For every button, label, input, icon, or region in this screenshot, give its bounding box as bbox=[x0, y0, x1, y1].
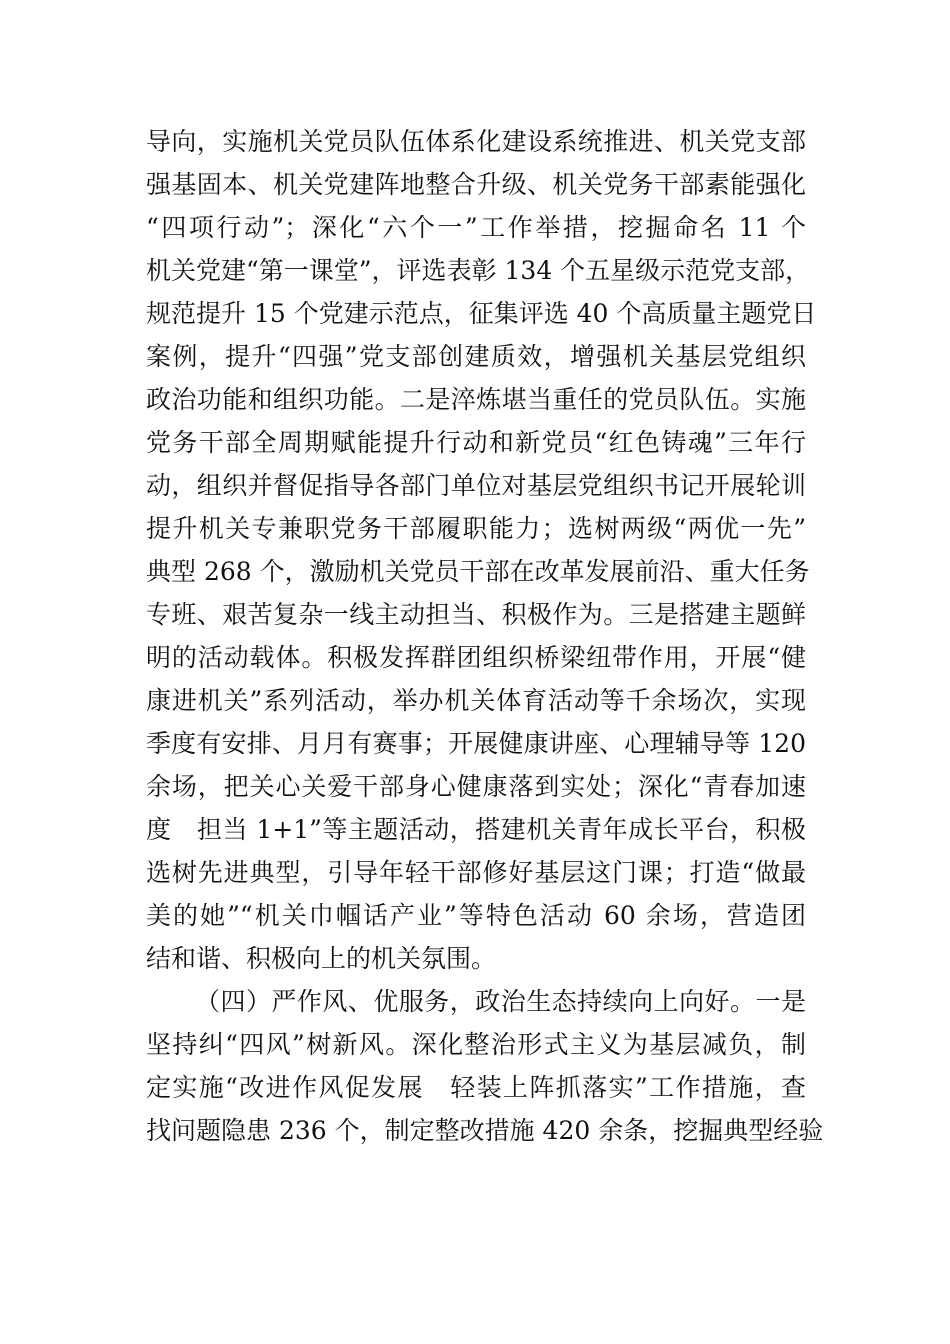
text-line: 度 担当 1+1”等主题活动，搭建机关青年成长平台，积极 bbox=[146, 815, 806, 844]
text-line: 季度有安排、月月有赛事；开展健康讲座、心理辅导等 120 bbox=[146, 729, 806, 758]
text-line: 定实施“改进作风促发展 轻装上阵抓落实”工作措施，查 bbox=[146, 1073, 806, 1102]
text-line: 强基固本、机关党建阵地整合升级、机关党务干部素能强化 bbox=[146, 170, 806, 199]
text-line: 找问题隐患 236 个，制定整改措施 420 余条，挖掘典型经验 bbox=[146, 1116, 824, 1145]
text-line: “四项行动”；深化“六个一”工作举措，挖掘命名 11 个 bbox=[146, 213, 806, 242]
text-line: 案例，提升“四强”党支部创建质效，增强机关基层党组织 bbox=[146, 342, 806, 371]
text-line: 坚持纠“四风”树新风。深化整治形式主义为基层减负，制 bbox=[146, 1030, 806, 1059]
text-line: 康进机关”系列活动，举办机关体育活动等千余场次，实现 bbox=[146, 686, 806, 715]
text-line: 专班、艰苦复杂一线主动担当、积极作为。三是搭建主题鲜 bbox=[146, 600, 806, 629]
text-line: 党务干部全周期赋能提升行动和新党员“红色铸魂”三年行 bbox=[146, 428, 806, 457]
text-line: 机关党建“第一课堂”，评选表彰 134 个五星级示范党支部， bbox=[146, 256, 811, 285]
text-line: 规范提升 15 个党建示范点，征集评选 40 个高质量主题党日 bbox=[146, 299, 817, 328]
text-line: 提升机关专兼职党务干部履职能力；选树两级“两优一先” bbox=[146, 514, 806, 543]
text-line: 美的她”“机关巾帼话产业”等特色活动 60 余场，营造团 bbox=[146, 901, 806, 930]
text-line: 导向，实施机关党员队伍体系化建设系统推进、机关党支部 bbox=[146, 127, 806, 156]
section-heading-line: （四）严作风、优服务，政治生态持续向上向好。一是 bbox=[195, 987, 806, 1016]
text-line: 余场，把关心关爱干部身心健康落到实处；深化“青春加速 bbox=[146, 772, 806, 801]
text-line: 明的活动载体。积极发挥群团组织桥梁纽带作用，开展“健 bbox=[146, 643, 806, 672]
text-line: 选树先进典型，引导年轻干部修好基层这门课；打造“做最 bbox=[146, 858, 806, 887]
text-line: 结和谐、积极向上的机关氛围。 bbox=[146, 944, 497, 973]
text-line: 动，组织并督促指导各部门单位对基层党组织书记开展轮训 bbox=[146, 471, 806, 500]
text-line: 政治功能和组织功能。二是淬炼堪当重任的党员队伍。实施 bbox=[146, 385, 806, 414]
text-line: 典型 268 个，激励机关党员干部在改革发展前沿、重大任务 bbox=[146, 557, 810, 586]
